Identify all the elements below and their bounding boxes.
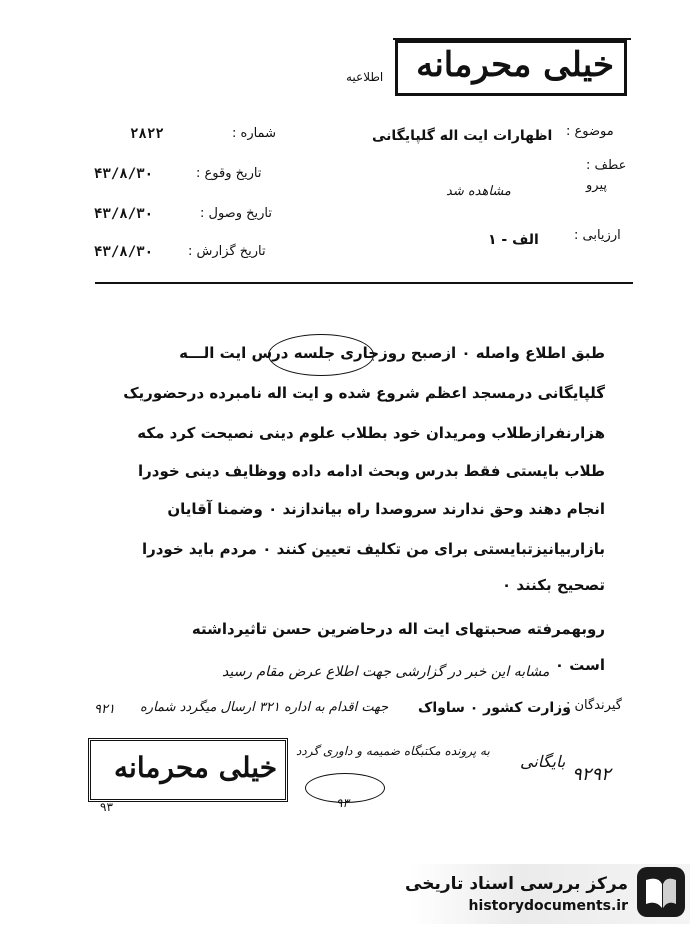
reference-label: عطف : (586, 158, 627, 173)
body-line: هزارنفرازطلاب ومریدان خود بطلاب علوم دینی نصیحت کرد مکه (137, 424, 605, 442)
number-value: ۲۸۲۲ (130, 126, 164, 142)
handwritten-note: مشابه این خبر در گزارشی جهت اطلاع عرض مقام رسید (222, 664, 550, 680)
evaluation-value: الف - ۱ (488, 232, 539, 248)
archive-number: ۹۲۹۲ (572, 764, 611, 785)
report-date-label: تاریخ گزارش : (188, 244, 266, 259)
evaluation-label: ارزیابی : (574, 228, 621, 243)
margin-note: بایگانی (520, 752, 566, 771)
report-date-value: ۴۳/۸/۳۰ (94, 244, 154, 260)
number-label: شماره : (232, 126, 276, 141)
event-date-value: ۴۳/۸/۳۰ (94, 166, 154, 182)
recipients-label: گیرندگان : (566, 698, 622, 713)
recipients-value: وزارت کشور ۰ ساواک (418, 700, 571, 716)
footer-title: مرکز بررسی اسناد تاریخی (405, 874, 628, 894)
body-line: انجام دهند وحق ندارند سروصدا راه بیاندازند ۰ وضمنا آقایان (167, 500, 605, 518)
body-line: بازاربیانیزتبایستی برای من تکلیف تعیین کنند ۰ مردم باید خودرا (141, 540, 605, 558)
bottom-stamp-text: خیلی محرمانه (114, 751, 277, 784)
bottom-hand-note: به پرونده مکتبگاه ضمیمه و داوری گردد (296, 744, 490, 758)
classification-stamp (395, 40, 627, 96)
body-line: است ۰ (554, 656, 605, 674)
subject-value: اظهارات ایت اله گلپایگانی (372, 128, 553, 144)
stamp-subtitle: اطلاعیه (346, 70, 384, 84)
recipients-action-number: ۹۲۱ (94, 702, 115, 717)
body-line: طبق اطلاع واصله ۰ ازصبح روزجاری جلسه درس ایت الـــه (179, 344, 605, 362)
footer-url[interactable]: historydocuments.ir (468, 898, 628, 914)
subject-label: موضوع : (566, 124, 614, 139)
bottom-stamp-number: ۹۳ (100, 800, 113, 814)
body-line: روبهمرفته صحبتهای ایت اله درحاضرین حسن تاثیرداشته (191, 620, 605, 638)
receipt-date-value: ۴۳/۸/۳۰ (94, 206, 154, 222)
classification-stamp-text: خیلی محرمانه (416, 45, 614, 85)
body-line: گلپایگانی درمسجد اعظم شروع شده و ایت اله نامبرده درحضوریک (123, 384, 605, 402)
event-date-label: تاریخ وقوع : (196, 166, 262, 181)
bottom-classification-stamp (88, 738, 288, 802)
followup-label: پیرو (586, 178, 607, 193)
recipients-action: جهت اقدام به اداره ۳۲۱ ارسال میگردد شماره (140, 700, 389, 715)
seal-text: ۹۳ (336, 796, 349, 810)
body-line: تصحیح بکنند ۰ (501, 576, 605, 594)
followup-value: مشاهده شد (446, 184, 511, 199)
body-line: طلاب بایستی فقط بدرس وبحث ادامه داده ووظایف دینی خودرا (138, 462, 605, 480)
book-logo-icon (636, 866, 686, 918)
receipt-date-label: تاریخ وصول : (200, 206, 272, 221)
header-separator (95, 282, 633, 284)
